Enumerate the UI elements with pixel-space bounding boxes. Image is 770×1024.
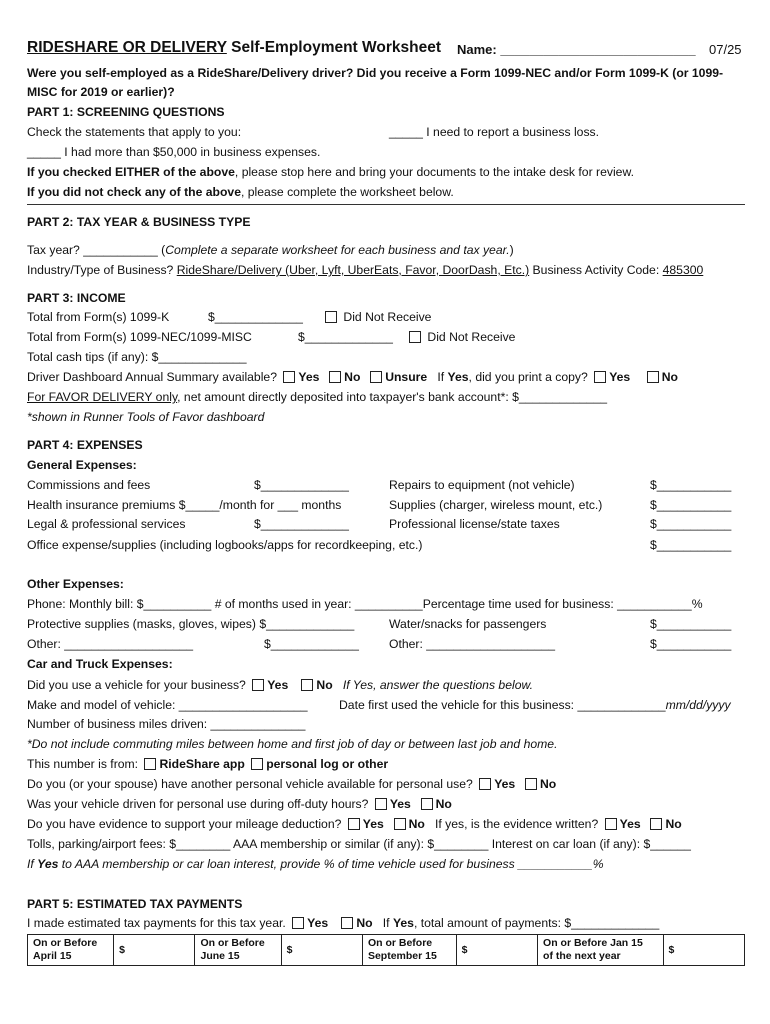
- other-expense-2[interactable]: Other: ___________________: [389, 637, 556, 651]
- office-amount[interactable]: $___________: [650, 538, 732, 552]
- rideshare-app-checkbox[interactable]: [144, 758, 156, 770]
- dashboard-unsure-checkbox[interactable]: [370, 371, 382, 383]
- title-underlined: RIDESHARE OR DELIVERY: [27, 39, 227, 56]
- title-rest: Self-Employment Worksheet: [226, 39, 441, 56]
- due-date-january: On or Before Jan 15 of the next year: [538, 935, 663, 966]
- business-miles-field[interactable]: Number of business miles driven: ______________: [27, 717, 306, 731]
- license-amount[interactable]: $___________: [650, 517, 732, 531]
- estimated-yes-checkbox[interactable]: [292, 917, 304, 929]
- vehicle-no-checkbox[interactable]: [301, 679, 313, 691]
- payment-june-amount[interactable]: $: [281, 935, 362, 966]
- part5-heading: PART 5: ESTIMATED TAX PAYMENTS: [27, 897, 243, 911]
- personal-log-checkbox[interactable]: [251, 758, 263, 770]
- part3-heading: PART 3: INCOME: [27, 291, 126, 305]
- legal-amount[interactable]: $_____________: [254, 517, 349, 531]
- intro-line-1: Were you self-employed as a RideShare/Delivery driver? Did you receive a Form 1099-NEC and/or Form 1099-K (or 1099-: [27, 66, 724, 80]
- due-date-june: On or Before June 15: [195, 935, 281, 966]
- dashboard-yes-checkbox[interactable]: [283, 371, 295, 383]
- payment-january-amount[interactable]: $: [663, 935, 745, 966]
- commissions-label: Commissions and fees: [27, 478, 151, 492]
- general-expenses-heading: General Expenses:: [27, 458, 137, 472]
- dashboard-question: Driver Dashboard Annual Summary available? Yes No Unsure If Yes, did you print a copy? Yes No: [27, 370, 678, 384]
- other-expense-2-amount[interactable]: $___________: [650, 637, 732, 651]
- protective-supplies-field[interactable]: Protective supplies (masks, gloves, wipes) $_____________: [27, 617, 355, 631]
- off-duty-question: Was your vehicle driven for personal use during off-duty hours? Yes No: [27, 797, 452, 811]
- office-label: Office expense/supplies (including logbooks/apps for recordkeeping, etc.): [27, 538, 423, 552]
- repairs-label: Repairs to equipment (not vehicle): [389, 478, 575, 492]
- health-insurance-field[interactable]: Health insurance premiums $_____/month for ___ months: [27, 498, 342, 512]
- estimated-payments-table: [27, 934, 745, 966]
- commute-note: *Do not include commuting miles between home and first job of day or between last job and home.: [27, 737, 558, 751]
- estimated-no-checkbox[interactable]: [341, 917, 353, 929]
- other-expenses-heading: Other Expenses:: [27, 577, 124, 591]
- either-statement: If you checked EITHER of the above, please stop here and bring your documents to the intake desk for review.: [27, 165, 634, 179]
- vehicle-question: Did you use a vehicle for your business? Yes No If Yes, answer the questions below.: [27, 678, 533, 692]
- 1099k-not-received[interactable]: Did Not Receive: [322, 309, 431, 325]
- vehicle-yes-checkbox[interactable]: [252, 679, 264, 691]
- written-no-checkbox[interactable]: [650, 818, 662, 830]
- miles-source-question: This number is from: RideShare app personal log or other: [27, 757, 389, 771]
- form-1099k-amount[interactable]: $_____________: [208, 310, 303, 324]
- other-expense-1[interactable]: Other: ___________________: [27, 637, 194, 651]
- part4-heading: PART 4: EXPENSES: [27, 438, 143, 452]
- intro-line-2: MISC for 2019 or earlier)?: [27, 85, 175, 99]
- tolls-field[interactable]: Tolls, parking/airport fees: $________ AAA membership or similar (if any): $________ Interest on car loan (if any): $______: [27, 837, 691, 851]
- part2-heading: PART 2: TAX YEAR & BUSINESS TYPE: [27, 215, 251, 229]
- repairs-amount[interactable]: $___________: [650, 478, 732, 492]
- check-label: Check the statements that apply to you:: [27, 125, 242, 139]
- supplies-amount[interactable]: $___________: [650, 498, 732, 512]
- printed-yes-checkbox[interactable]: [594, 371, 606, 383]
- checkbox-icon[interactable]: [325, 311, 337, 323]
- table-row: [28, 935, 745, 966]
- water-amount[interactable]: $___________: [650, 617, 732, 631]
- cash-tips-field[interactable]: Total cash tips (if any): $_____________: [27, 350, 247, 364]
- off-duty-no-checkbox[interactable]: [421, 798, 433, 810]
- commissions-amount[interactable]: $_____________: [254, 478, 349, 492]
- part1-heading: PART 1: SCREENING QUESTIONS: [27, 105, 225, 119]
- estimated-payments-question: I made estimated tax payments for this tax year. Yes No If Yes, total amount of payments: $_____________: [27, 916, 660, 930]
- off-duty-yes-checkbox[interactable]: [375, 798, 387, 810]
- car-truck-heading: Car and Truck Expenses:: [27, 657, 173, 671]
- supplies-label: Supplies (charger, wireless mount, etc.): [389, 498, 603, 512]
- another-vehicle-no-checkbox[interactable]: [525, 778, 537, 790]
- expenses-check[interactable]: _____ I had more than $50,000 in business expenses.: [27, 145, 321, 159]
- form-1099nec-amount[interactable]: $_____________: [298, 330, 393, 344]
- due-date-april: On or Before April 15: [28, 935, 114, 966]
- payment-september-amount[interactable]: $: [456, 935, 537, 966]
- name-field[interactable]: Name: ___________________________: [457, 42, 696, 57]
- form-date: 07/25: [709, 42, 742, 57]
- favor-deposit-field[interactable]: For FAVOR DELIVERY only, net amount directly deposited into taxpayer's bank account*: $_____________: [27, 390, 608, 404]
- written-yes-checkbox[interactable]: [605, 818, 617, 830]
- industry-line: Industry/Type of Business? RideShare/Delivery (Uber, Lyft, UberEats, Favor, DoorDash, Etc.) Business Activity Code: 485300: [27, 263, 704, 277]
- none-statement: If you did not check any of the above, please complete the worksheet below.: [27, 185, 454, 199]
- tax-year-field[interactable]: Tax year? ___________ (Complete a separate worksheet for each business and tax year.): [27, 243, 514, 257]
- section-divider: [27, 204, 745, 205]
- 1099nec-not-received[interactable]: Did Not Receive: [406, 329, 515, 345]
- form-1099nec-label: Total from Form(s) 1099-NEC/1099-MISC: [27, 330, 252, 344]
- evidence-yes-checkbox[interactable]: [348, 818, 360, 830]
- page-title: [27, 40, 441, 56]
- payment-april-amount[interactable]: $: [114, 935, 195, 966]
- business-loss-check[interactable]: _____ I need to report a business loss.: [389, 125, 600, 139]
- water-label: Water/snacks for passengers: [389, 617, 547, 631]
- form-1099k-label: Total from Form(s) 1099-K: [27, 310, 170, 324]
- legal-label: Legal & professional services: [27, 517, 186, 531]
- checkbox-icon[interactable]: [409, 331, 421, 343]
- another-vehicle-yes-checkbox[interactable]: [479, 778, 491, 790]
- evidence-question: Do you have evidence to support your mileage deduction? Yes No If yes, is the evidence written? Yes No: [27, 817, 682, 831]
- evidence-no-checkbox[interactable]: [394, 818, 406, 830]
- license-label: Professional license/state taxes: [389, 517, 560, 531]
- phone-field[interactable]: Phone: Monthly bill: $__________ # of months used in year: __________Percentage time used for business: ___________%: [27, 597, 703, 611]
- vehicle-make-field[interactable]: Make and model of vehicle: ___________________: [27, 698, 308, 712]
- favor-note: *shown in Runner Tools of Favor dashboard: [27, 410, 265, 424]
- other-expense-1-amount[interactable]: $_____________: [264, 637, 359, 651]
- due-date-september: On or Before September 15: [362, 935, 456, 966]
- printed-no-checkbox[interactable]: [647, 371, 659, 383]
- date-first-used-field[interactable]: Date first used the vehicle for this business: _____________mm/dd/yyyy: [339, 698, 731, 712]
- aaa-percent-field[interactable]: If Yes to AAA membership or car loan interest, provide % of time vehicle used for business ___________%: [27, 857, 604, 871]
- another-vehicle-question: Do you (or your spouse) have another personal vehicle available for personal use? Yes No: [27, 777, 557, 791]
- dashboard-no-checkbox[interactable]: [329, 371, 341, 383]
